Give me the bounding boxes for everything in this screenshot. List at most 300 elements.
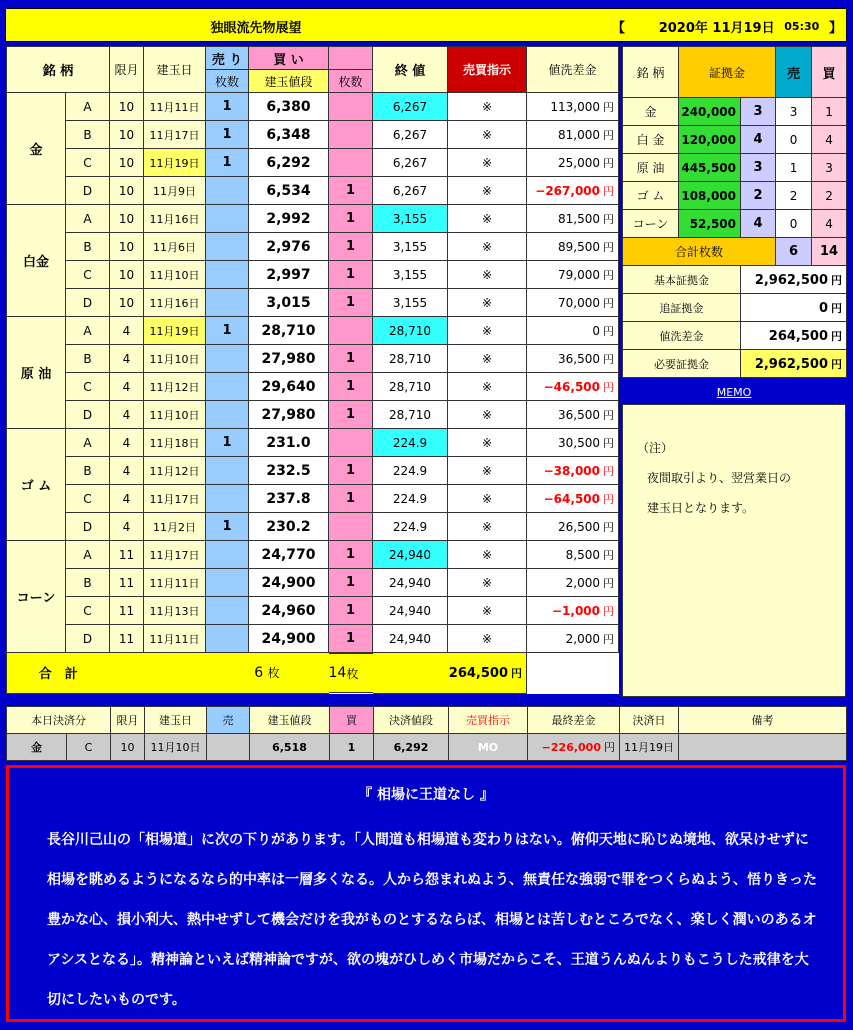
col-sell-sub: 買 い — [249, 47, 329, 70]
month: 11 — [110, 569, 144, 597]
yen-unit: 円 — [603, 100, 614, 114]
grade: D — [66, 513, 110, 541]
buy-qty: 1 — [329, 457, 373, 485]
margin-buy: 3 — [812, 154, 847, 182]
yen-unit: 円 — [604, 741, 615, 754]
signal-mark: ※ — [448, 345, 527, 373]
summary-value — [741, 322, 847, 350]
margin-units: 3 — [741, 98, 776, 126]
close-price: 224.9 — [373, 429, 448, 457]
entry-date: 11月10日 — [144, 345, 206, 373]
pnl-cell — [527, 121, 619, 149]
grade: A — [66, 429, 110, 457]
sell-qty — [206, 233, 249, 261]
signal-mark: ※ — [448, 541, 527, 569]
memo-line: 建玉日となります。 — [647, 501, 755, 515]
sell-qty: 1 — [206, 93, 249, 121]
sell-qty — [206, 569, 249, 597]
entry-price: 27,980 — [249, 401, 329, 429]
position-row — [7, 513, 619, 541]
margin-sell: 0 — [776, 126, 812, 154]
pnl-cell — [527, 485, 619, 513]
grade: D — [66, 401, 110, 429]
buy-qty: 1 — [329, 597, 373, 625]
month: 10 — [110, 93, 144, 121]
close-price: 3,155 — [373, 233, 448, 261]
margin-sell: 3 — [776, 98, 812, 126]
settle-col-note: 備考 — [679, 707, 847, 734]
total-buy-value: 14 — [328, 665, 347, 681]
entry-date: 11月17日 — [144, 485, 206, 513]
col-buy-qty: 枚数 — [329, 70, 373, 93]
close-price: 6,267 — [373, 149, 448, 177]
pnl-value: 81,500 — [558, 211, 600, 226]
sell-qty: 1 — [206, 513, 249, 541]
quote-title: 『 相場に王道なし 』 — [358, 787, 494, 803]
settle-col-month: 限月 — [111, 707, 145, 734]
memo-box — [622, 404, 846, 697]
pnl-value: 113,000 — [550, 99, 600, 114]
pnl-cell — [527, 373, 619, 401]
settle-col-name: 本日決済分 — [7, 707, 111, 734]
settle-name: 金 — [7, 734, 67, 761]
summary-label: 必要証拠金 — [623, 350, 741, 378]
yen-unit: 円 — [603, 156, 614, 170]
close-price: 24,940 — [373, 625, 448, 653]
yen-unit: 円 — [603, 604, 614, 618]
memo-link[interactable]: MEMO — [622, 381, 846, 403]
entry-price: 24,770 — [249, 541, 329, 569]
settle-signal: MO — [449, 734, 528, 761]
entry-date: 11月10日 — [144, 261, 206, 289]
entry-date: 11月17日 — [144, 121, 206, 149]
month: 11 — [110, 597, 144, 625]
yen-unit: 円 — [603, 436, 614, 450]
pnl-cell — [527, 401, 619, 429]
sell-qty: 1 — [206, 317, 249, 345]
symbol-name: 金 — [7, 93, 66, 205]
buy-qty — [329, 513, 373, 541]
sell-qty: 1 — [206, 149, 249, 177]
yen-unit: 円 — [831, 357, 843, 371]
symbol-name: コーン — [7, 541, 66, 653]
entry-date: 11月16日 — [144, 289, 206, 317]
bracket-open: 【 — [612, 20, 626, 36]
summary-value — [741, 294, 847, 322]
pnl-cell — [527, 205, 619, 233]
margin-amount: 108,000 — [679, 182, 741, 210]
yen-unit: 円 — [603, 324, 614, 338]
buy-qty: 1 — [329, 289, 373, 317]
pnl-cell — [527, 177, 619, 205]
margin-amount: 240,000 — [679, 98, 741, 126]
grade: C — [66, 373, 110, 401]
yen-unit: 円 — [603, 296, 614, 310]
quote-body: 長谷川己山の「相場道」に次の下りがあります。「人間道も相場道も変わりはない。俯仰天地に恥じぬ境地、欲呆けせずに相場を眺めるようになるなら的中率は一層多くなる。人から怨まれぬよう、無責任な強弱で罪をつくらぬよう、悟りきった豊かな心、損小利大、熱中せずして機会だけを我がものとするならば、相場とは苦しむところでなく、楽しく潤いのあるオアシスとなる」。精神論といえば精神論ですが、欲の塊がひしめく市場だからこそ、王道うんぬんよりもこうした戒律を大切にしたいものです。 — [47, 832, 817, 1008]
entry-price: 24,900 — [249, 625, 329, 653]
grade: A — [66, 93, 110, 121]
total-buy-unit: 枚 — [346, 666, 359, 681]
col-sell: 売 り — [206, 47, 249, 70]
grade: B — [66, 569, 110, 597]
margin-sell: 1 — [776, 154, 812, 182]
pnl-value: 0 — [592, 323, 600, 338]
col-buy-blank — [329, 47, 373, 70]
close-price: 6,267 — [373, 177, 448, 205]
position-row — [7, 93, 619, 121]
margin-buy: 1 — [812, 98, 847, 126]
yen-unit: 円 — [603, 408, 614, 422]
buy-qty — [329, 93, 373, 121]
settle-price: 6,518 — [250, 734, 330, 761]
settle-buy: 1 — [330, 734, 374, 761]
signal-mark: ※ — [448, 317, 527, 345]
yen-unit: 円 — [603, 128, 614, 142]
yen-unit: 円 — [603, 520, 614, 534]
margin-amount: 52,500 — [679, 210, 741, 238]
month: 10 — [110, 289, 144, 317]
month: 4 — [110, 317, 144, 345]
position-row — [7, 597, 619, 625]
yen-unit: 円 — [831, 273, 843, 287]
settle-col-settle-date: 決済日 — [620, 707, 679, 734]
total-count-sell: 6 — [776, 238, 812, 266]
position-row — [7, 261, 619, 289]
grade: C — [66, 485, 110, 513]
position-row — [7, 345, 619, 373]
pnl-value: −46,500 — [543, 379, 600, 394]
margin-units: 2 — [741, 182, 776, 210]
yen-unit: 円 — [603, 632, 614, 646]
summary-value — [741, 350, 847, 378]
pnl-value: 26,500 — [558, 519, 600, 534]
month: 4 — [110, 485, 144, 513]
pnl-cell — [527, 597, 619, 625]
position-row — [7, 541, 619, 569]
col-entry-date: 建玉日 — [144, 47, 206, 93]
buy-qty: 1 — [329, 261, 373, 289]
entry-date: 11月19日 — [144, 149, 206, 177]
pnl-value: 30,500 — [558, 435, 600, 450]
yen-unit: 円 — [603, 380, 614, 394]
settle-col-buy: 買 — [330, 707, 374, 734]
yen-unit: 円 — [831, 301, 843, 315]
buy-qty: 1 — [329, 177, 373, 205]
report-date: 2020年 11月19日 — [658, 20, 775, 36]
summary-amount: 2,962,500 — [754, 272, 829, 288]
settle-date: 11月10日 — [145, 734, 207, 761]
margin-units: 3 — [741, 154, 776, 182]
sell-qty: 1 — [206, 121, 249, 149]
close-price: 24,940 — [373, 597, 448, 625]
sell-qty — [206, 597, 249, 625]
entry-date: 11月11日 — [144, 93, 206, 121]
yen-unit: 円 — [831, 329, 843, 343]
yen-unit: 円 — [603, 268, 614, 282]
month: 10 — [110, 233, 144, 261]
sell-qty — [206, 485, 249, 513]
settle-col-entry-price: 建玉値段 — [250, 707, 330, 734]
pnl-value: −38,000 — [543, 463, 600, 478]
close-price: 28,710 — [373, 373, 448, 401]
month: 4 — [110, 429, 144, 457]
yen-unit: 円 — [603, 492, 614, 506]
sell-qty — [206, 625, 249, 653]
position-row — [7, 569, 619, 597]
close-price: 28,710 — [373, 345, 448, 373]
entry-price: 2,997 — [249, 261, 329, 289]
total-count-buy: 14 — [812, 238, 847, 266]
entry-price: 6,534 — [249, 177, 329, 205]
signal-mark: ※ — [448, 177, 527, 205]
total-sell — [206, 653, 329, 694]
entry-price: 24,960 — [249, 597, 329, 625]
signal-mark: ※ — [448, 149, 527, 177]
buy-qty: 1 — [329, 401, 373, 429]
signal-mark: ※ — [448, 93, 527, 121]
settle-pnl-value: −226,000 — [541, 741, 601, 754]
entry-date: 11月12日 — [144, 457, 206, 485]
close-price: 24,940 — [373, 541, 448, 569]
settle-col-settle-price: 決済値段 — [374, 707, 449, 734]
settle-note — [679, 734, 847, 761]
settle-settle-date: 11月19日 — [620, 734, 679, 761]
buy-qty: 1 — [329, 205, 373, 233]
margin-symbol: 原 油 — [623, 154, 679, 182]
pnl-cell — [527, 541, 619, 569]
position-row — [7, 625, 619, 653]
position-row — [7, 429, 619, 457]
grade: D — [66, 289, 110, 317]
pnl-value: −1,000 — [551, 603, 600, 618]
buy-qty — [329, 149, 373, 177]
total-sell-value: 6 — [254, 665, 264, 682]
margin-units: 4 — [741, 210, 776, 238]
settle-settle-price: 6,292 — [374, 734, 449, 761]
rcol-sell: 売 — [776, 47, 812, 98]
header-bar — [5, 8, 847, 42]
col-sell-qty: 枚数 — [206, 70, 249, 93]
pnl-cell — [527, 261, 619, 289]
signal-mark: ※ — [448, 121, 527, 149]
month: 10 — [110, 149, 144, 177]
symbol-name: 白金 — [7, 205, 66, 317]
signal-mark: ※ — [448, 261, 527, 289]
entry-date: 11月11日 — [144, 625, 206, 653]
entry-date: 11月18日 — [144, 429, 206, 457]
margin-symbol: 金 — [623, 98, 679, 126]
entry-price: 27,980 — [249, 345, 329, 373]
summary-label: 追証拠金 — [623, 294, 741, 322]
month: 10 — [110, 121, 144, 149]
margin-units: 4 — [741, 126, 776, 154]
yen-unit: 円 — [603, 240, 614, 254]
yen-unit: 円 — [603, 576, 614, 590]
grade: B — [66, 233, 110, 261]
buy-qty: 1 — [329, 625, 373, 653]
buy-qty — [329, 317, 373, 345]
col-pnl: 値洗差金 — [527, 47, 619, 93]
entry-date: 11月2日 — [144, 513, 206, 541]
close-price: 28,710 — [373, 401, 448, 429]
month: 4 — [110, 345, 144, 373]
position-row — [7, 177, 619, 205]
buy-qty: 1 — [329, 485, 373, 513]
settle-pnl — [528, 734, 620, 761]
grade: B — [66, 457, 110, 485]
signal-mark: ※ — [448, 569, 527, 597]
signal-mark: ※ — [448, 233, 527, 261]
entry-price: 24,900 — [249, 569, 329, 597]
col-month: 限月 — [110, 47, 144, 93]
symbol-name: 原 油 — [7, 317, 66, 429]
month: 4 — [110, 457, 144, 485]
pnl-value: 89,500 — [558, 239, 600, 254]
total-pnl — [448, 653, 527, 694]
pnl-value: 81,000 — [558, 127, 600, 142]
signal-mark: ※ — [448, 513, 527, 541]
position-row — [7, 149, 619, 177]
pnl-cell — [527, 93, 619, 121]
grade: A — [66, 205, 110, 233]
grade: D — [66, 177, 110, 205]
grade: D — [66, 625, 110, 653]
pnl-cell — [527, 569, 619, 597]
sell-qty: 1 — [206, 429, 249, 457]
pnl-value: 70,000 — [558, 295, 600, 310]
pnl-cell — [527, 149, 619, 177]
col-symbol: 銘 柄 — [7, 47, 110, 93]
entry-date: 11月19日 — [144, 317, 206, 345]
entry-date: 11月16日 — [144, 205, 206, 233]
position-row — [7, 373, 619, 401]
pnl-cell — [527, 625, 619, 653]
total-spacer — [110, 653, 206, 694]
pnl-cell — [527, 457, 619, 485]
summary-amount: 2,962,500 — [754, 356, 829, 372]
close-price: 6,267 — [373, 93, 448, 121]
entry-price: 231.0 — [249, 429, 329, 457]
total-count-label: 合計枚数 — [623, 238, 776, 266]
signal-mark: ※ — [448, 429, 527, 457]
entry-price: 29,640 — [249, 373, 329, 401]
position-row — [7, 317, 619, 345]
grade: A — [66, 541, 110, 569]
close-price: 6,267 — [373, 121, 448, 149]
close-price: 224.9 — [373, 485, 448, 513]
signal-mark: ※ — [448, 625, 527, 653]
settlement-table — [6, 706, 847, 761]
sell-qty — [206, 205, 249, 233]
settle-month: 10 — [111, 734, 145, 761]
pnl-cell — [527, 289, 619, 317]
sell-qty — [206, 177, 249, 205]
page-title: 独眼流先物展望 — [210, 20, 302, 36]
month: 10 — [110, 177, 144, 205]
date-time-display — [606, 9, 848, 43]
col-signal: 売買指示 — [448, 47, 527, 93]
summary-amount: 0 — [818, 300, 829, 316]
yen-unit: 円 — [603, 548, 614, 562]
close-price: 3,155 — [373, 261, 448, 289]
total-sell-unit: 枚 — [267, 666, 280, 681]
sell-qty — [206, 373, 249, 401]
margin-symbol: 白 金 — [623, 126, 679, 154]
close-price: 24,940 — [373, 569, 448, 597]
signal-mark: ※ — [448, 597, 527, 625]
memo-line: 夜間取引より、翌営業日の — [647, 471, 792, 485]
total-pnl-value: 264,500 — [448, 665, 508, 681]
pnl-cell — [527, 513, 619, 541]
grade: B — [66, 345, 110, 373]
rcol-symbol: 銘 柄 — [623, 47, 679, 98]
summary-label: 値洗差金 — [623, 322, 741, 350]
summary-value — [741, 266, 847, 294]
entry-price: 6,292 — [249, 149, 329, 177]
sell-qty — [206, 261, 249, 289]
settle-col-pnl: 最終差金 — [528, 707, 620, 734]
close-price: 224.9 — [373, 513, 448, 541]
total-spacer2 — [373, 653, 448, 694]
col-entry-price: 建玉値段 — [249, 70, 329, 93]
sell-qty — [206, 457, 249, 485]
pnl-value: 2,000 — [565, 575, 600, 590]
symbol-name: ゴ ム — [7, 429, 66, 541]
signal-mark: ※ — [448, 289, 527, 317]
pnl-value: 36,500 — [558, 407, 600, 422]
month: 4 — [110, 401, 144, 429]
close-price: 28,710 — [373, 317, 448, 345]
month: 4 — [110, 373, 144, 401]
buy-qty — [329, 121, 373, 149]
buy-qty: 1 — [329, 233, 373, 261]
positions-table — [6, 46, 619, 694]
entry-date: 11月13日 — [144, 597, 206, 625]
margin-buy: 4 — [812, 126, 847, 154]
sell-qty — [206, 541, 249, 569]
grade: A — [66, 317, 110, 345]
entry-price: 28,710 — [249, 317, 329, 345]
buy-qty — [329, 429, 373, 457]
pnl-cell — [527, 317, 619, 345]
pnl-value: −64,500 — [543, 491, 600, 506]
month: 4 — [110, 513, 144, 541]
position-row — [7, 457, 619, 485]
yen-unit: 円 — [603, 184, 614, 198]
margin-sell: 2 — [776, 182, 812, 210]
buy-qty: 1 — [329, 569, 373, 597]
close-price: 3,155 — [373, 289, 448, 317]
bracket-close: 】 — [828, 20, 842, 36]
pnl-value: 2,000 — [565, 631, 600, 646]
signal-mark: ※ — [448, 485, 527, 513]
settle-col-signal: 売買指示 — [449, 707, 528, 734]
sell-qty — [206, 401, 249, 429]
margin-symbol: ゴ ム — [623, 182, 679, 210]
margin-symbol: コーン — [623, 210, 679, 238]
entry-date: 11月11日 — [144, 569, 206, 597]
margin-amount: 120,000 — [679, 126, 741, 154]
yen-unit: 円 — [603, 212, 614, 226]
position-row — [7, 121, 619, 149]
position-row — [7, 289, 619, 317]
margin-buy: 4 — [812, 210, 847, 238]
margin-summary-table — [622, 46, 847, 378]
entry-price: 230.2 — [249, 513, 329, 541]
pnl-value: −267,000 — [535, 183, 600, 198]
margin-amount: 445,500 — [679, 154, 741, 182]
buy-qty: 1 — [329, 373, 373, 401]
